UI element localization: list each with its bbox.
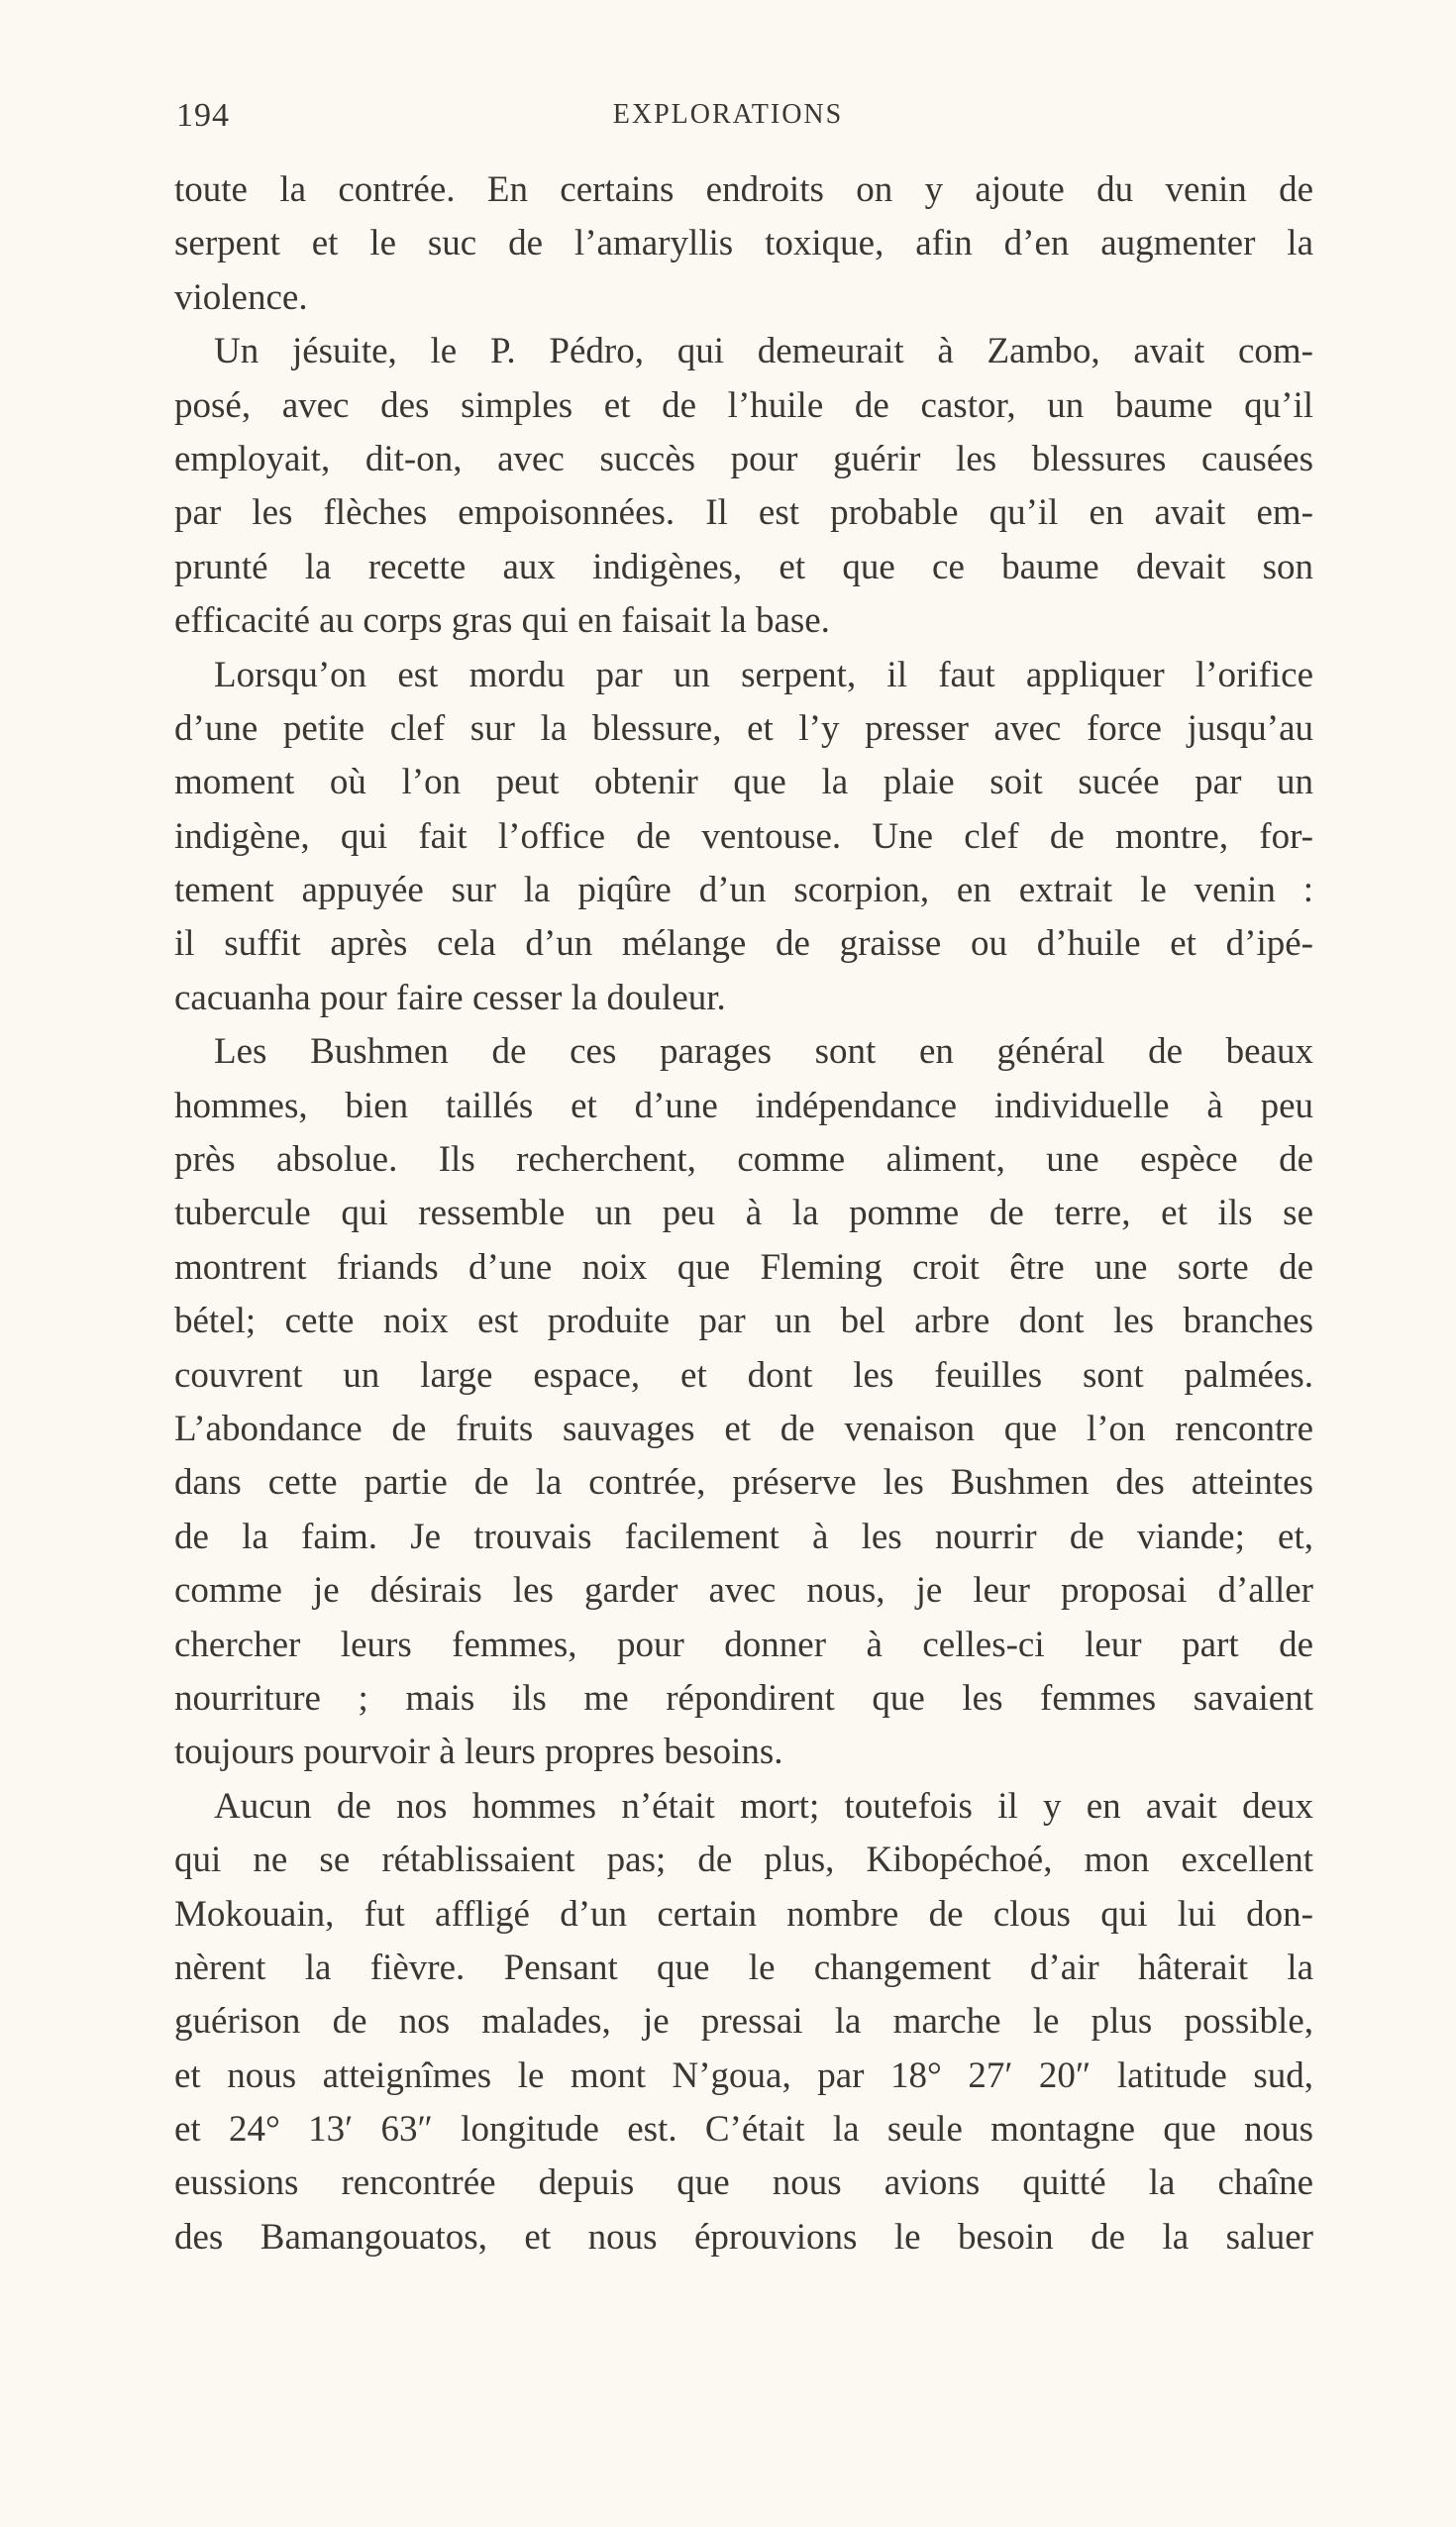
text-line: d’une petite clef sur la blessure, et l’y presser avec force jusqu’au: [174, 707, 1313, 749]
text-line: Mokouain, fut affligé d’un certain nombre de clous qui lui don-: [174, 1893, 1313, 1935]
text-line: moment où l’on peut obtenir que la plaie soit sucée par un: [174, 762, 1313, 803]
text-line: Les Bushmen de ces parages sont en général de beaux: [214, 1031, 1313, 1073]
text-line: serpent et le suc de l’amaryllis toxique, afin d’en augmenter la: [174, 223, 1313, 264]
text-line: il suffit après cela d’un mélange de graisse ou d’huile et d’ipé-: [174, 923, 1313, 965]
text-line: par les flèches empoisonnées. Il est probable qu’il en avait em-: [174, 492, 1313, 534]
text-line: bétel; cette noix est produite par un bel arbre dont les branches: [174, 1301, 1313, 1342]
text-line: dans cette partie de la contrée, préserve les Bushmen des atteintes: [174, 1462, 1313, 1504]
text-line: Lorsqu’on est mordu par un serpent, il faut appliquer l’orifice: [214, 654, 1313, 695]
text-line: nourriture ; mais ils me répondirent que les femmes savaient: [174, 1677, 1313, 1719]
text-line: cacuanha pour faire cesser la douleur.: [174, 977, 726, 1018]
text-line: de la faim. Je trouvais facilement à les nourrir de viande; et,: [174, 1516, 1313, 1557]
paragraph: [174, 1780, 1313, 2265]
text-line: tement appuyée sur la piqûre d’un scorpion, en extrait le venin :: [174, 870, 1313, 911]
text-line: employait, dit-on, avec succès pour guérir les blessures causées: [174, 438, 1313, 479]
body-text: [174, 163, 1313, 2264]
text-line: montrent friands d’une noix que Fleming croit être une sorte de: [174, 1246, 1313, 1288]
paragraph: [174, 649, 1313, 1026]
text-line: toujours pourvoir à leurs propres besoins.: [174, 1732, 783, 1773]
page-number: 194: [176, 97, 230, 134]
text-line: guérison de nos malades, je pressai la marche le plus possible,: [174, 2001, 1313, 2043]
text-line: efficacité au corps gras qui en faisait la base.: [174, 600, 830, 642]
text-line: prunté la recette aux indigènes, et que ce baume devait son: [174, 546, 1313, 587]
text-line: tubercule qui ressemble un peu à la pomme de terre, et ils se: [174, 1193, 1313, 1234]
text-line: près absolue. Ils recherchent, comme aliment, une espèce de: [174, 1139, 1313, 1181]
text-line: Un jésuite, le P. Pédro, qui demeurait à Zambo, avait com-: [214, 331, 1313, 372]
text-line: hommes, bien taillés et d’une indépendance individuelle à peu: [174, 1085, 1313, 1126]
running-title: EXPLORATIONS: [612, 99, 844, 130]
text-line: posé, avec des simples et de l’huile de castor, un baume qu’il: [174, 384, 1313, 426]
text-line: nèrent la fièvre. Pensant que le changement d’air hâterait la: [174, 1947, 1313, 1988]
text-line: eussions rencontrée depuis que nous avions quitté la chaîne: [174, 2162, 1313, 2204]
text-line: et nous atteignîmes le mont N’goua, par 18° 27′ 20″ latitude sud,: [174, 2054, 1313, 2096]
text-line: toute la contrée. En certains endroits on y ajoute du venin de: [174, 169, 1313, 210]
text-line: comme je désirais les garder avec nous, je leur proposai d’aller: [174, 1570, 1313, 1612]
text-line: et 24° 13′ 63″ longitude est. C’était la seule montagne que nous: [174, 2109, 1313, 2151]
paragraph: [174, 1025, 1313, 1779]
text-line: chercher leurs femmes, pour donner à celles-ci leur part de: [174, 1624, 1313, 1665]
text-line: des Bamangouatos, et nous éprouvions le besoin de la saluer: [174, 2216, 1313, 2258]
paragraph: [174, 325, 1313, 648]
text-line: violence.: [174, 276, 308, 318]
text-line: L’abondance de fruits sauvages et de venaison que l’on rencontre: [174, 1408, 1313, 1449]
text-line: qui ne se rétablissaient pas; de plus, Kibopéchoé, mon excellent: [174, 1840, 1313, 1881]
text-line: couvrent un large espace, et dont les feuilles sont palmées.: [174, 1354, 1313, 1396]
text-line: Aucun de nos hommes n’était mort; toutefois il y en avait deux: [214, 1785, 1313, 1827]
paragraph: [174, 163, 1313, 325]
text-line: indigène, qui fait l’office de ventouse. Une clef de montre, for-: [174, 815, 1313, 857]
